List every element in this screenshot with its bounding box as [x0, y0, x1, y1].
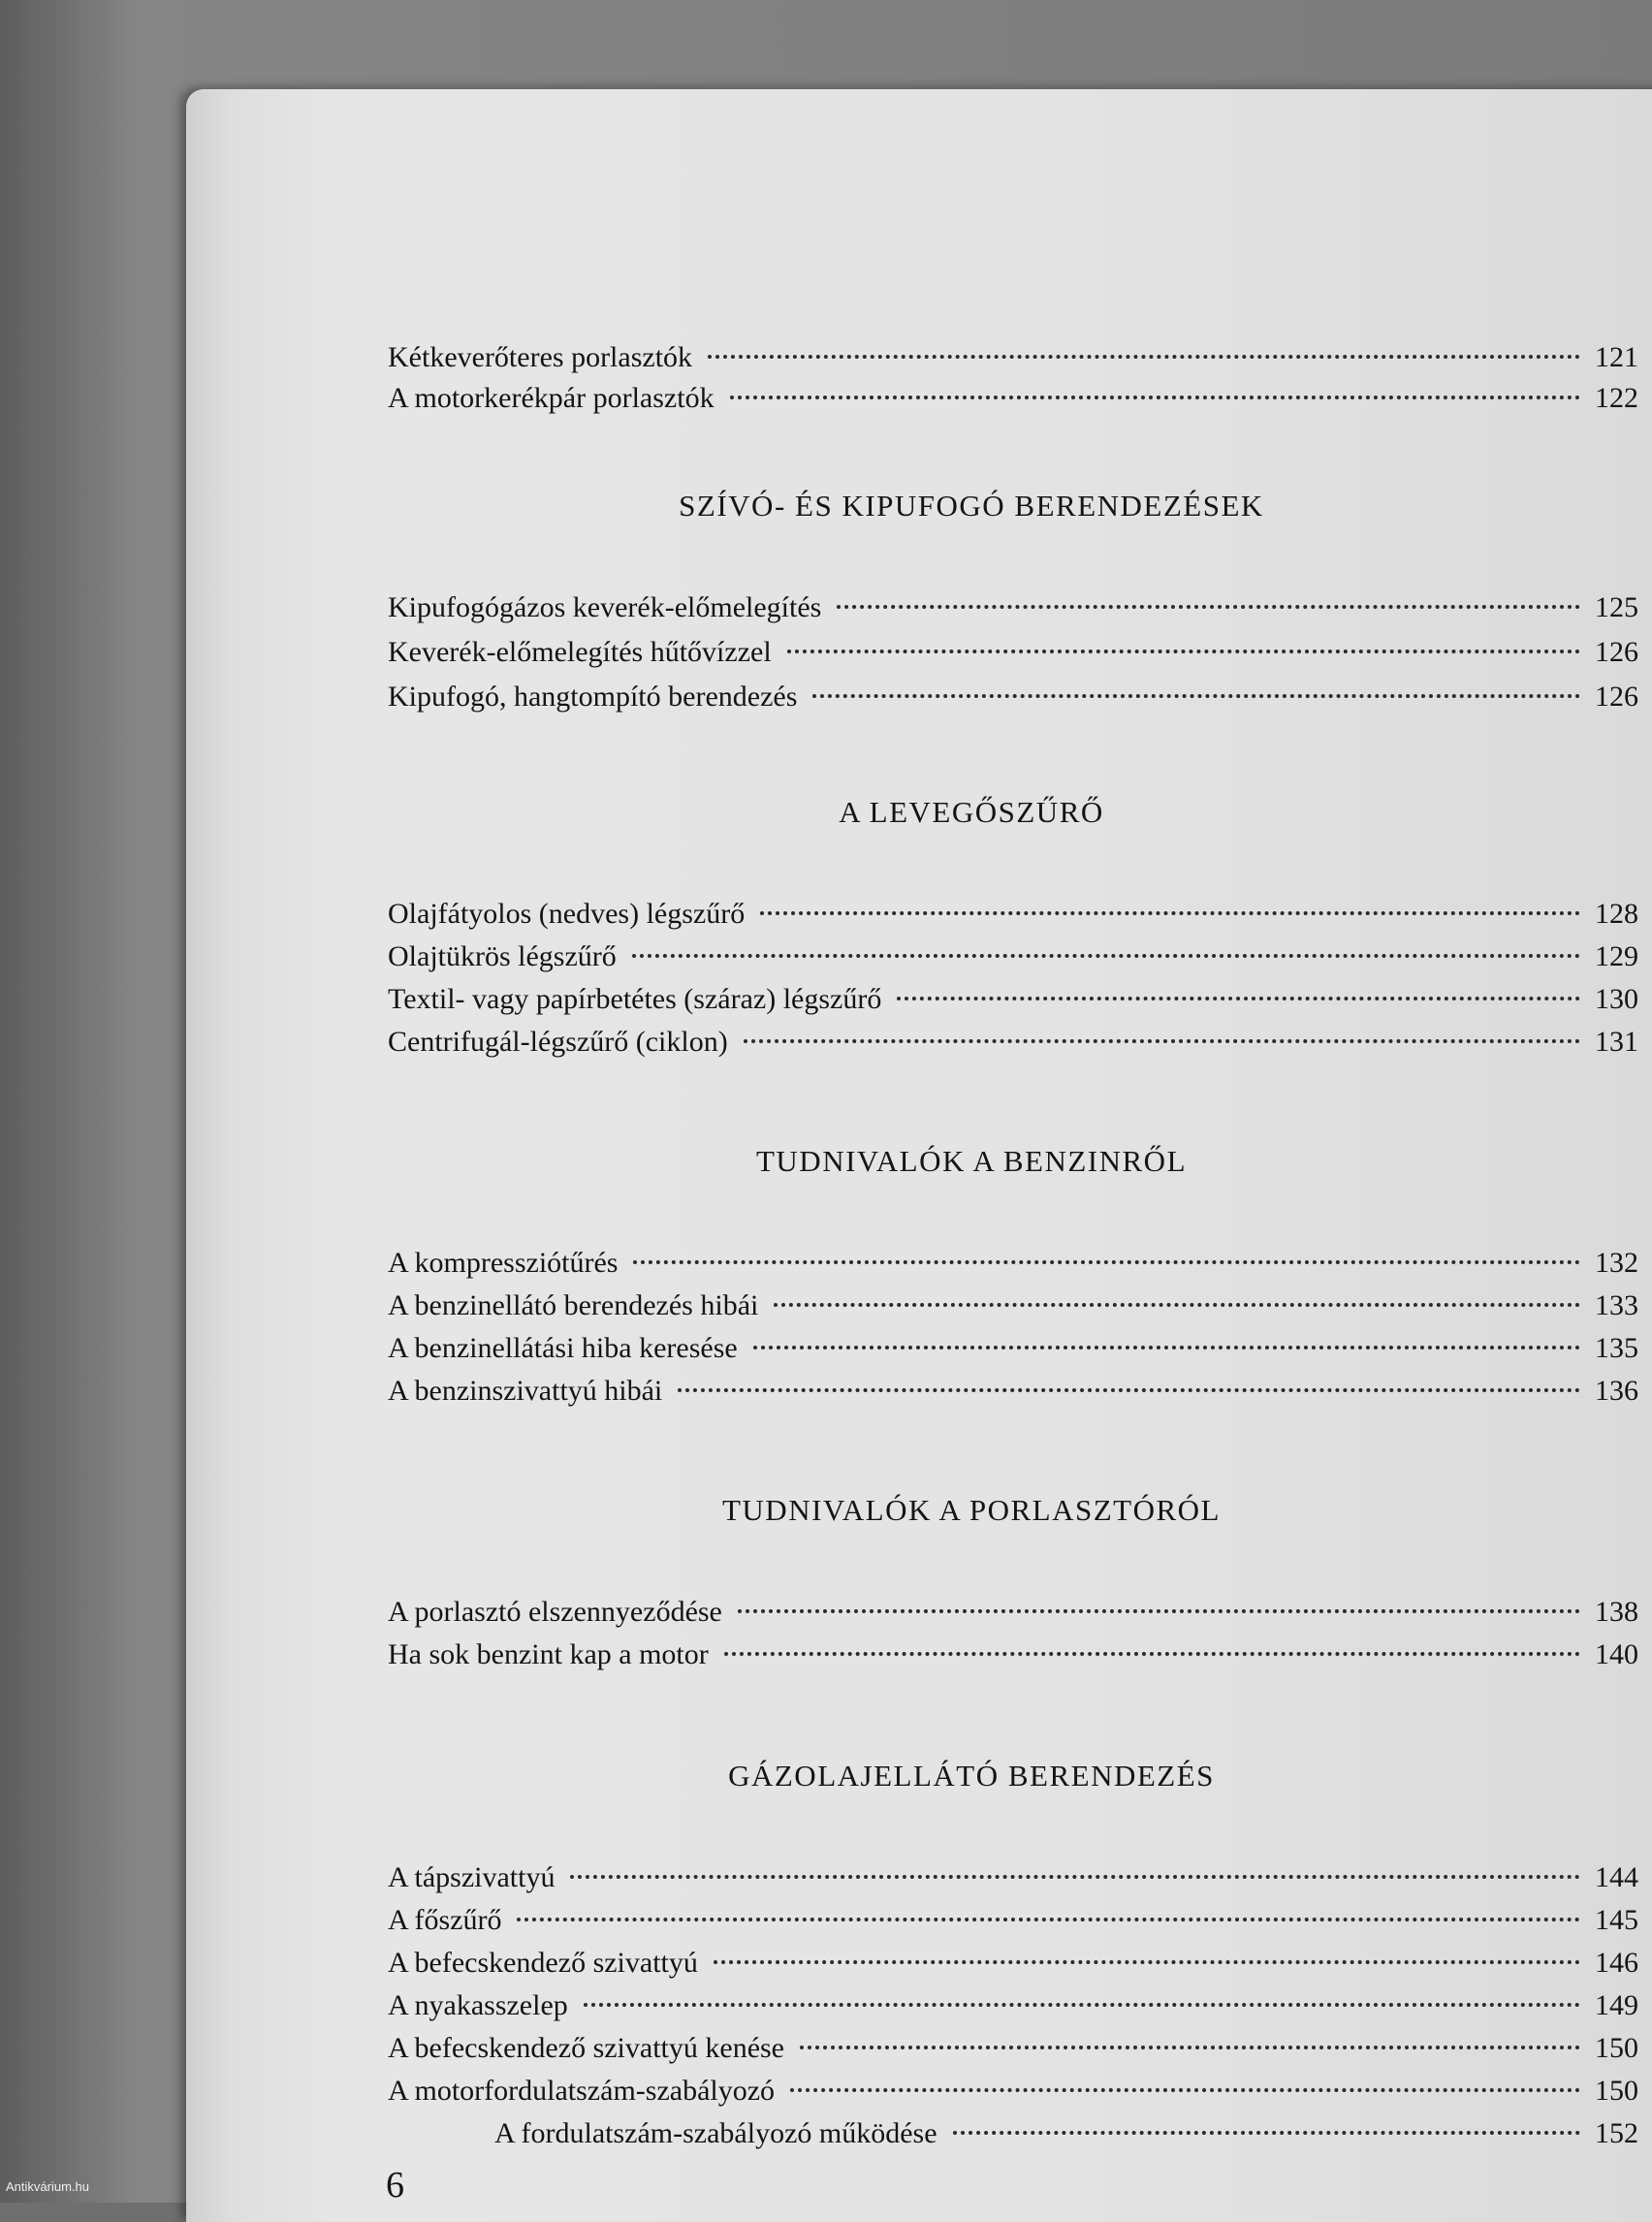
toc-entry: [388, 578, 1638, 623]
section-heading: TUDNIVALÓK A BENZINRŐL: [755, 1144, 1188, 1178]
toc-entry: [388, 1625, 1638, 1670]
toc-entry-label: A porlasztó elszennyeződése: [388, 1596, 722, 1628]
toc-entry-page: 140: [1595, 1638, 1638, 1670]
dot-leader: [738, 1574, 1580, 1613]
toc-entry-page: 133: [1595, 1289, 1638, 1321]
toc-entry-page: 122: [1595, 382, 1638, 414]
toc-entry-page: 149: [1595, 1989, 1638, 2021]
table-of-contents: [186, 89, 1652, 2222]
dot-leader: [730, 361, 1580, 399]
section-heading: A LEVEGŐSZŰRŐ: [839, 795, 1104, 829]
book-page: [186, 89, 1652, 2222]
toc-entry: [388, 622, 1638, 668]
toc-entry-label: A motorkerékpár porlasztók: [388, 382, 715, 414]
toc-entry-label: Keverék-előmelegítés hűtővízzel: [388, 636, 772, 668]
toc-entry-label: Olajfátyolos (nedves) légszűrő: [388, 898, 746, 930]
dot-leader: [897, 962, 1580, 1000]
dot-leader: [800, 2011, 1580, 2049]
toc-entry-page: 125: [1595, 591, 1638, 623]
dot-leader: [708, 320, 1580, 359]
toc-entry-label: Olajtükrös légszűrő: [388, 940, 617, 972]
toc-entry-page: 136: [1595, 1375, 1638, 1407]
toc-entry: [388, 1012, 1638, 1058]
toc-entry-label: Kipufogó, hangtompító berendezés: [388, 681, 798, 713]
dot-leader: [837, 570, 1580, 609]
toc-entry: [388, 1361, 1638, 1407]
dot-leader: [714, 1925, 1580, 1964]
dot-leader: [953, 2096, 1580, 2135]
toc-entry-page: 145: [1595, 1904, 1638, 1936]
toc-entry-page: 152: [1595, 2117, 1638, 2149]
toc-entry-label: A befecskendező szivattyú: [388, 1947, 698, 1979]
toc-entry-page: 126: [1595, 636, 1638, 668]
dot-leader: [760, 876, 1580, 915]
section-heading: TUDNIVALÓK A PORLASZTÓRÓL: [721, 1493, 1221, 1527]
toc-entry-label: A benzinellátó berendezés hibái: [388, 1289, 759, 1321]
dot-leader: [753, 1311, 1580, 1349]
page-number: 6: [386, 2165, 404, 2206]
toc-entry-label: Textil- vagy papírbetétes (száraz) légszűrő: [388, 983, 882, 1015]
dot-leader: [787, 615, 1580, 653]
toc-entry-page: 146: [1595, 1947, 1638, 1979]
dot-leader: [570, 1840, 1580, 1879]
toc-entry-page: 131: [1595, 1026, 1638, 1058]
dot-leader: [812, 659, 1580, 698]
watermark: Antikvárium.hu: [6, 2179, 89, 2194]
toc-entry-page: 121: [1595, 341, 1638, 373]
toc-entry-label: A főszűrő: [388, 1904, 502, 1936]
toc-entry-label: A benzinszivattyú hibái: [388, 1375, 663, 1407]
toc-entry-label: Kipufogógázos keverék-előmelegítés: [388, 591, 822, 623]
section-heading: GÁZOLAJELLÁTÓ BERENDEZÉS: [728, 1759, 1215, 1793]
dot-leader: [678, 1353, 1580, 1392]
toc-entry-label: A nyakasszelep: [388, 1989, 568, 2021]
toc-entry: [388, 368, 1638, 414]
dot-leader: [633, 1225, 1580, 1264]
toc-entry-label: A fordulatszám-szabályozó működése: [494, 2117, 937, 2149]
dot-leader: [724, 1617, 1580, 1656]
dot-leader: [744, 1004, 1580, 1043]
dot-leader: [632, 919, 1580, 958]
toc-entry-label: A befecskendező szivattyú kenése: [388, 2032, 784, 2064]
toc-entry-page: 144: [1595, 1861, 1638, 1893]
dot-leader: [584, 1968, 1580, 2007]
toc-entry-label: A benzinellátási hiba keresése: [388, 1332, 738, 1364]
dot-leader: [790, 2053, 1580, 2092]
toc-entry-page: 129: [1595, 940, 1638, 972]
section-heading: SZÍVÓ- ÉS KIPUFOGÓ BERENDEZÉSEK: [679, 489, 1264, 523]
toc-entry-label: Centrifugál-légszűrő (ciklon): [388, 1026, 728, 1058]
toc-entry-label: A kompressziótűrés: [388, 1247, 619, 1279]
dot-leader: [517, 1883, 1580, 1921]
toc-entry-label: Ha sok benzint kap a motor: [388, 1638, 709, 1670]
toc-entry-page: 138: [1595, 1596, 1638, 1628]
toc-entry: [388, 667, 1638, 713]
toc-entry-label: A motorfordulatszám-szabályozó: [388, 2075, 776, 2107]
dot-leader: [774, 1268, 1580, 1307]
toc-entry-page: 126: [1595, 681, 1638, 713]
toc-entry-label: A tápszivattyú: [388, 1861, 556, 1893]
toc-entry-label: Kétkeverőteres porlasztók: [388, 341, 693, 373]
toc-entry-page: 130: [1595, 983, 1638, 1015]
toc-entry-page: 128: [1595, 898, 1638, 930]
toc-subentry: [494, 2104, 1638, 2149]
toc-entry-page: 135: [1595, 1332, 1638, 1364]
toc-entry-page: 132: [1595, 1247, 1638, 1279]
toc-entry-page: 150: [1595, 2032, 1638, 2064]
toc-entry-page: 150: [1595, 2075, 1638, 2107]
